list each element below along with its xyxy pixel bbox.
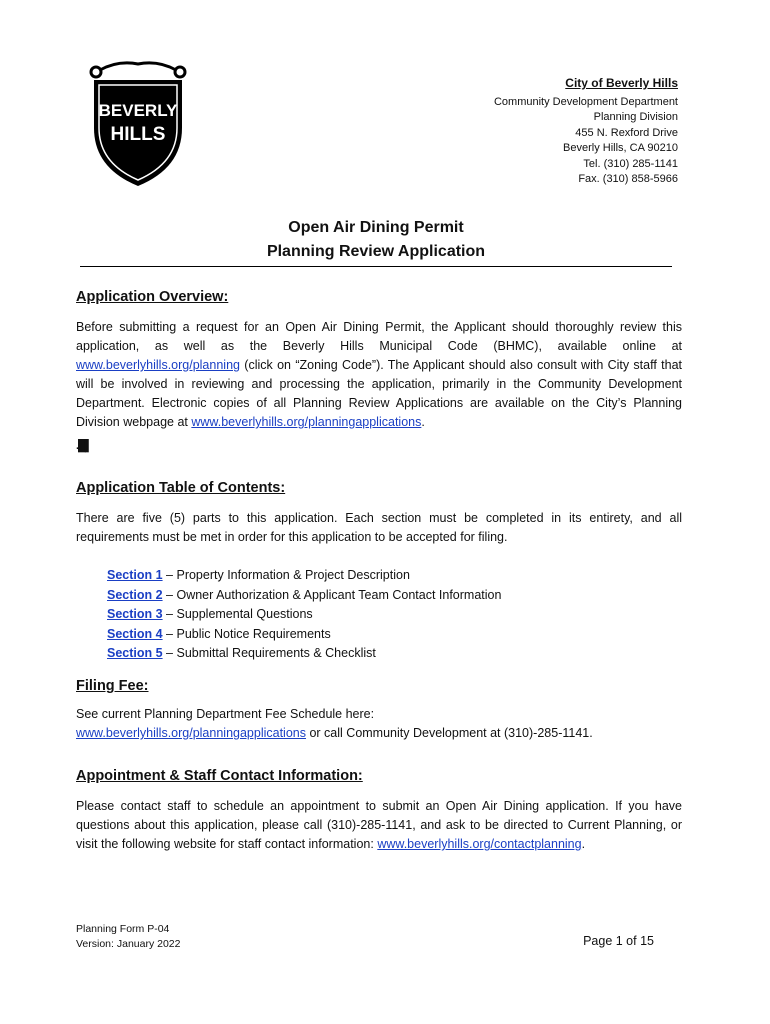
section-item: [107, 644, 501, 664]
section-2-link[interactable]: Section 2: [107, 587, 163, 602]
overview-text-2: (click on “Zoning Code”). The Applicant should also consult with City staff that will be involved in reviewing and processing the application, primarily in the Community Development Department. Electronic copies of all Planning Review Applications are available on the City’s Planning Division webpage at: [76, 358, 682, 429]
appointment-text-end: .: [581, 837, 586, 851]
filing-fee-paragraph: [76, 705, 682, 743]
city-contact-block: [494, 76, 678, 188]
section-5-link[interactable]: Section 5: [107, 646, 163, 660]
footer-form-info: [76, 922, 181, 952]
title-line-1: Open Air Dining Permit: [288, 219, 464, 236]
section-3-desc: – Supplemental Questions: [162, 607, 313, 621]
garbled-glyph: .█▌: [76, 440, 92, 452]
section-4-link[interactable]: Section 4: [107, 626, 163, 641]
title-line-2: Planning Review Application: [266, 243, 486, 260]
appointment-heading: Appointment & Staff Contact Information:: [76, 768, 363, 784]
form-version: Version: January 2022: [76, 938, 181, 950]
overview-heading: Application Overview:: [76, 289, 229, 305]
planning-applications-link[interactable]: www.beverlyhills.org/planningapplications: [191, 415, 422, 429]
filing-fee-line-2: or call Community Development at (310)-285-1141.: [306, 726, 593, 740]
overview-text-3: .: [421, 415, 425, 429]
filing-fee-heading: Filing Fee:: [76, 678, 149, 694]
telephone: Tel. (310) 285-1141: [583, 157, 678, 170]
contents-heading: Application Table of Contents:: [76, 480, 286, 496]
overview-text-1: Before submitting a request for an Open Air Dining Permit, the Applicant should thoroughly review this application, as well as the Beverly Hills Municipal Code (BHMC), available online at: [76, 320, 682, 353]
department: Community Development Department: [493, 95, 678, 108]
contents-intro: There are five (5) parts to this application. Each section must be completed in its entirety, and all requirements must be met in order for this application to be accepted for filing.: [76, 511, 682, 544]
section-item: [107, 605, 501, 625]
appointment-text: Please contact staff to schedule an appointment to submit an Open Air Dining application. If you have questions about this application, please call (310)-285-1141, and ask to be directed to Current Planning, or visit the following website for staff contact information:: [76, 799, 682, 851]
page-number: Page 1 of 15: [583, 934, 654, 948]
address: 455 N. Rexford Drive: [575, 126, 678, 139]
section-1-desc: – Property Information & Project Description: [162, 568, 410, 582]
filing-fee-line-1: See current Planning Department Fee Schedule here:: [76, 707, 375, 721]
division: Planning Division: [593, 111, 678, 123]
section-item: [107, 625, 501, 645]
section-item: [107, 586, 501, 606]
section-item: [107, 566, 501, 586]
section-4-desc: – Public Notice Requirements: [162, 626, 331, 641]
fax: Fax. (310) 858-5966: [578, 173, 678, 185]
form-number: Planning Form P-04: [76, 923, 170, 935]
city-state-zip: Beverly Hills, CA 90210: [563, 142, 678, 154]
document-title: [80, 216, 672, 267]
planning-link[interactable]: www.beverlyhills.org/planning: [76, 358, 240, 372]
beverly-hills-logo: [88, 58, 188, 188]
overview-paragraph: [76, 318, 682, 432]
logo-text-hills: HILLS: [110, 124, 166, 145]
fee-schedule-link[interactable]: www.beverlyhills.org/planningapplications: [76, 726, 306, 740]
section-2-desc: – Owner Authorization & Applicant Team Contact Information: [162, 587, 502, 602]
section-list: [107, 566, 501, 664]
logo-text-beverly: BEVERLY: [98, 101, 178, 120]
section-1-link[interactable]: Section 1: [107, 568, 163, 582]
section-5-desc: – Submittal Requirements & Checklist: [162, 646, 376, 660]
section-3-link[interactable]: Section 3: [107, 607, 163, 621]
city-name: City of Beverly Hills: [565, 76, 678, 90]
appointment-paragraph: [76, 797, 682, 854]
contact-planning-link[interactable]: www.beverlyhills.org/contactplanning: [377, 837, 582, 851]
